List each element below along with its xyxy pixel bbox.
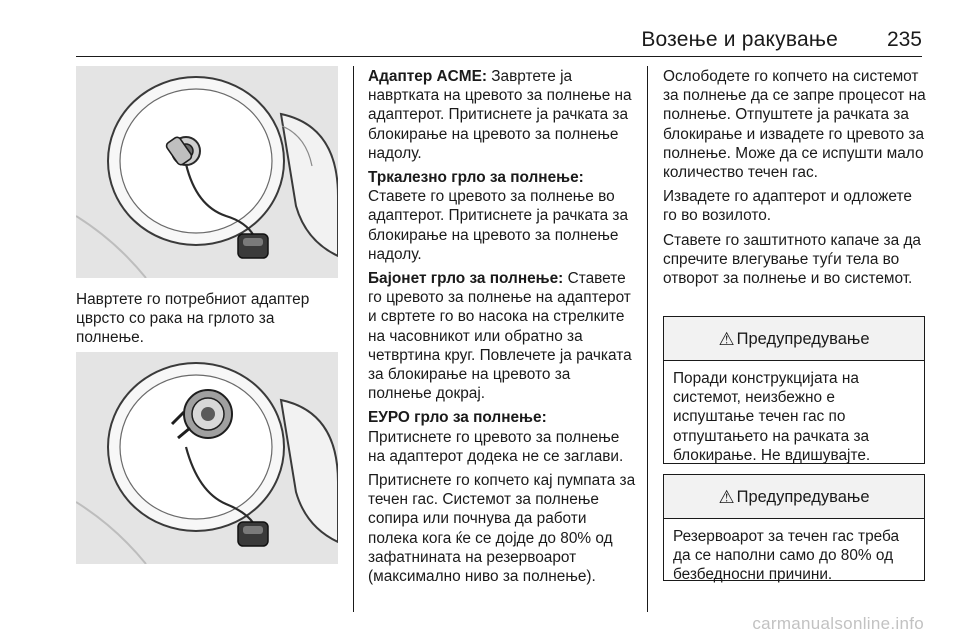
release-paragraph: Ослободете го копчето на системот за полнење да се запре процесот на полнење. Отпуштете ја рачката за блокирање и извадете го цревото за полнење. Може да се испушти мало количество течен гас. xyxy=(663,68,926,182)
warning-header xyxy=(664,475,924,519)
watermark-link[interactable]: carmanualsonline.info xyxy=(752,614,924,633)
page-number: 235 xyxy=(886,28,922,51)
warning-title: Предупредување xyxy=(736,488,870,506)
fuel-filler-adapter-mounted-illustration xyxy=(76,352,338,564)
warning-text: Поради конструкцијата на системот, неизбежно е испуштање течен гас по отпуштањето на рачката за блокирање. Не вдишувајте. xyxy=(673,370,871,464)
bayonet-paragraph xyxy=(368,269,636,403)
warning-box xyxy=(663,316,925,464)
warning-title: Предупредување xyxy=(736,330,870,348)
bayonet-text: Ставете го цревото за полнење на адаптерот и свртете го во насока на стрелките на часовникот или обратно за четвртина круг. Повлечете ја рачката за блокирање на цревото за полнење докрај. xyxy=(368,270,632,403)
right-column xyxy=(663,67,928,293)
bayonet-heading: Бајонет грло за полнење: xyxy=(368,270,564,288)
acme-paragraph xyxy=(368,67,636,163)
round-neck-heading: Тркалезно грло за полнење: xyxy=(368,169,584,187)
section-title: Возење и ракување xyxy=(641,28,838,51)
fuel-filler-svg xyxy=(76,66,338,278)
fuel-filler-mounted-svg xyxy=(76,352,338,564)
protective-cap-paragraph: Ставете го заштитното капаче за да спречите влегување туѓи тела во отворот за полнење и во системот. xyxy=(663,231,921,288)
figure-caption xyxy=(76,290,338,353)
column-divider xyxy=(647,66,648,612)
euro-paragraph xyxy=(368,408,636,466)
warning-text: Резервоарот за течен гас треба да се наполни само до 80% од безбедносни причини. xyxy=(673,528,900,584)
warning-triangle-icon: ⚠ xyxy=(718,329,735,349)
warning-header xyxy=(664,317,924,361)
round-neck-text: Ставете го цревото за полнење во адаптерот. Притиснете ја рачката за блокирање на цревото за полнење надолу. xyxy=(368,188,629,263)
round-neck-paragraph xyxy=(368,168,636,264)
warning-triangle-icon: ⚠ xyxy=(718,487,735,507)
pump-paragraph: Притиснете го копчето кај пумпата за течен гас. Системот за полнење сопира или почнува да работи полека кога ќе се дојде до 80% од зафатнината на резервоарот (максимално ниво за полнење). xyxy=(368,472,636,586)
column-divider xyxy=(353,66,354,612)
remove-adapter-paragraph: Извадете го адаптерот и одложете го во возилото. xyxy=(663,188,912,225)
caption-text: Навртете го потребниот адаптер цврсто со рака на грлото за полнење. xyxy=(76,291,310,347)
acme-text: Завртете ја навртката на цревото за полнење на адаптерот. Притиснете ја рачката за блокирање на цревото за полнење надолу. xyxy=(368,68,632,162)
header-rule xyxy=(76,56,922,57)
middle-column xyxy=(368,67,636,591)
acme-heading: Адаптер ACME: xyxy=(368,68,487,85)
page-header xyxy=(0,24,960,54)
fuel-filler-adapter-illustration xyxy=(76,66,338,278)
euro-heading: ЕУРО грло за полнење: xyxy=(368,409,547,427)
warning-box xyxy=(663,474,925,584)
euro-text: Притиснете го цревото за полнење на адаптерот додека не се заглави. xyxy=(368,428,624,465)
